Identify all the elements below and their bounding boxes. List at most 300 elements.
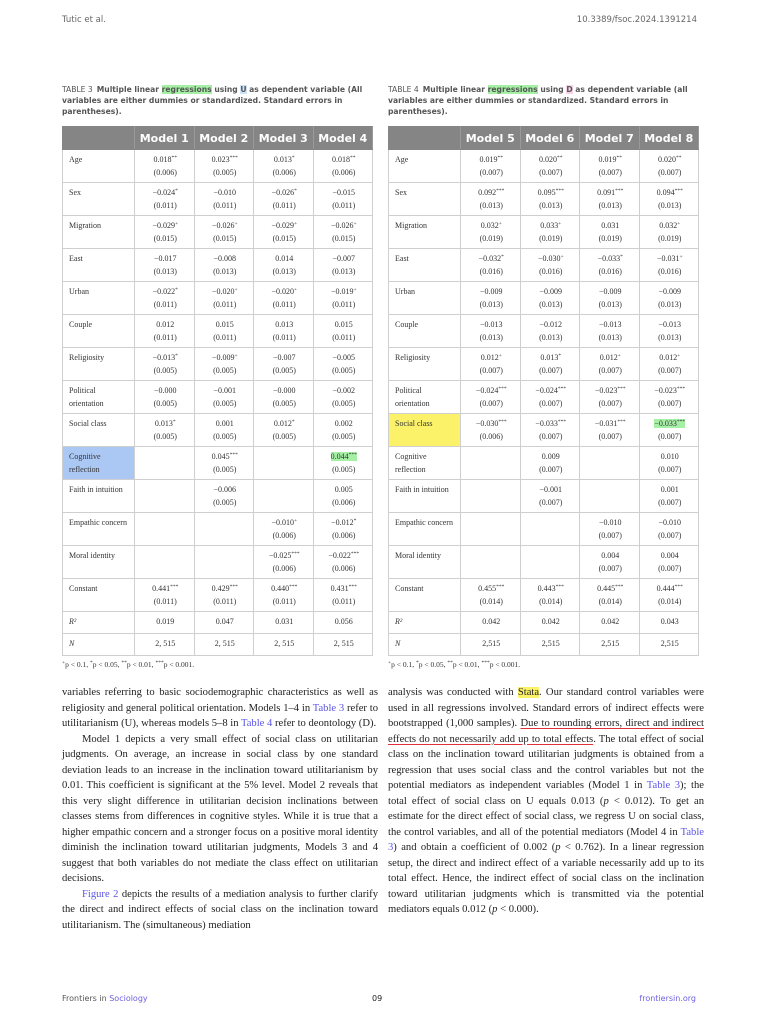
footnote-marker: ***	[481, 660, 490, 666]
standard-error: (0.005)	[213, 365, 237, 375]
standard-error: (0.011)	[272, 200, 296, 210]
variable-name: Political orientation	[395, 386, 430, 408]
coefficient	[527, 220, 576, 233]
text: depicts the results of a mediation analysis to further clarify the direct and indirect effects of social class on the inclination toward utilitarianism. The (simultaneous) mediation	[62, 888, 378, 931]
coefficient-value: −0.029+	[271, 221, 298, 230]
coefficient	[586, 286, 635, 299]
coefficient-value: 0.018**	[153, 155, 177, 164]
standard-error: (0.013)	[598, 200, 622, 210]
variable-label	[63, 216, 135, 249]
variable-name: Empathic concern	[69, 518, 127, 527]
variable-label	[389, 183, 461, 216]
variable-label	[389, 612, 461, 634]
standard-error: (0.007)	[598, 365, 622, 375]
coefficient-value: −0.009+	[211, 353, 238, 362]
coefficient-cell	[639, 348, 699, 381]
standard-error: (0.007)	[658, 398, 682, 408]
coefficient-value: 0.020**	[658, 155, 682, 164]
highlight-regressions: regressions	[161, 85, 212, 94]
standard-error: (0.005)	[332, 431, 356, 441]
standard-error: (0.015)	[272, 233, 296, 243]
coefficient-value: 0.092***	[478, 188, 505, 197]
coefficient-value: −0.015	[332, 188, 355, 197]
coefficient	[467, 418, 516, 431]
coefficient	[320, 352, 369, 365]
running-head-authors: Tutic et al.	[62, 15, 106, 25]
coefficient	[260, 385, 309, 398]
coefficient	[527, 418, 576, 431]
coefficient	[201, 286, 250, 299]
table-row	[63, 282, 373, 315]
variable-label	[389, 447, 461, 480]
coefficient-cell	[580, 282, 640, 315]
coefficient	[201, 385, 250, 398]
coefficient	[646, 319, 695, 332]
table-row	[63, 513, 373, 546]
caption-text: Multiple linear	[96, 85, 162, 94]
variable-label	[389, 579, 461, 612]
coefficient-cell	[135, 612, 195, 634]
text: . The total effect of social class on the inclination toward utilitarian judgments is obtained from a regression that uses social class and the control variables but not the potential mediators as independent variables (Model 1 in	[388, 733, 704, 791]
coefficient	[527, 385, 576, 398]
coefficient-cell	[254, 480, 314, 513]
coefficient	[141, 253, 190, 266]
coefficient-value: 0.004	[601, 551, 620, 560]
footnote-marker: ***	[155, 660, 164, 666]
variable-label	[389, 249, 461, 282]
standard-error: (0.006)	[272, 563, 296, 573]
standard-error: (0.013)	[479, 200, 503, 210]
coefficient	[141, 418, 190, 431]
coefficient-cell	[520, 183, 580, 216]
coefficient	[467, 286, 516, 299]
coefficient-value: −0.025***	[268, 551, 300, 560]
variable-label	[63, 249, 135, 282]
coefficient-cell	[580, 216, 640, 249]
highlight-regressions: regressions	[487, 85, 538, 94]
coefficient	[527, 154, 576, 167]
coefficient-cell	[313, 447, 373, 480]
footnote-marker: *	[415, 660, 419, 666]
text: < 0.762). In a linear regression setup, the direct and indirect effect of a variable necessarily add up to its total effect. Hence, the indirect effect of social class on the inclination toward utilitarian judgments which is transmitted via the potential mediators equals 0.012 (	[388, 842, 704, 915]
coefficient-cell	[313, 414, 373, 447]
standard-error: (0.014)	[598, 596, 622, 606]
coefficient-value: 0.012	[156, 320, 175, 329]
coefficient-cell	[580, 414, 640, 447]
coefficient-cell	[461, 249, 521, 282]
caption-text: using	[211, 85, 241, 94]
significance-stars: +	[234, 353, 238, 359]
coefficient-cell	[461, 579, 521, 612]
coefficient-value: −0.008	[213, 254, 236, 263]
variable-label	[389, 315, 461, 348]
coefficient-value: 0.023***	[211, 155, 238, 164]
coefficient	[260, 352, 309, 365]
variable-label	[63, 150, 135, 183]
column-header: Model 8	[639, 127, 699, 150]
column-header: Model 5	[461, 127, 521, 150]
significance-stars: +	[234, 287, 238, 293]
footnote-text: p < 0.1,	[65, 660, 90, 669]
coefficient-value: 0.032+	[480, 221, 502, 230]
variable-name: Sex	[69, 188, 81, 197]
coefficient-cell	[254, 579, 314, 612]
variable-name: Cognitive reflection	[395, 452, 427, 474]
significance-stars: +	[293, 518, 298, 524]
coefficient	[467, 220, 516, 233]
variable-label	[389, 634, 461, 656]
coefficient-value: 0.020**	[539, 155, 563, 164]
table-row	[389, 513, 699, 546]
significance-stars: ***	[496, 584, 505, 590]
caption-text: as dependent variable (All variables are either dummies or standardized. Standard errors in parentheses).	[62, 85, 363, 116]
coefficient-value: 0.094***	[656, 188, 683, 197]
standard-error: (0.007)	[658, 530, 682, 540]
footnote-text: p < 0.05,	[92, 660, 122, 669]
coefficient-cell	[580, 150, 640, 183]
variable-label	[63, 414, 135, 447]
significance-stars: **	[557, 155, 563, 161]
coefficient-cell	[194, 579, 254, 612]
coefficient-value: 0.032+	[659, 221, 681, 230]
coefficient-cell	[639, 634, 699, 656]
coefficient	[141, 286, 190, 299]
coefficient	[467, 154, 516, 167]
link-table-3[interactable]: Table 3	[646, 780, 681, 791]
text: ) and obtain a coefficient of 0.002 (	[393, 842, 556, 853]
coefficient-value: −0.000	[153, 386, 177, 395]
coefficient-cell	[639, 480, 699, 513]
standard-error: (0.015)	[153, 233, 177, 243]
coefficient-value: 0.033+	[540, 221, 562, 230]
standard-error: (0.013)	[332, 266, 356, 276]
coefficient-value: −0.033***	[535, 419, 567, 428]
coefficient-value: 0.015	[334, 320, 353, 329]
coefficient-value: −0.019+	[330, 287, 357, 296]
coefficient-cell	[520, 315, 580, 348]
variable-label	[63, 348, 135, 381]
footer-site-link[interactable]: frontiersin.org	[639, 994, 696, 1003]
standard-error: (0.011)	[153, 596, 177, 606]
coefficient-cell	[461, 348, 521, 381]
coefficient-cell	[520, 249, 580, 282]
coefficient-cell	[580, 315, 640, 348]
highlight-d: D	[566, 85, 573, 94]
coefficient-cell	[520, 447, 580, 480]
coefficient	[320, 418, 369, 431]
table-row	[63, 315, 373, 348]
standard-error: (0.011)	[153, 299, 177, 309]
variable-label	[63, 315, 135, 348]
coefficient	[586, 550, 635, 563]
coefficient	[467, 253, 516, 266]
coefficient-value: −0.007	[332, 254, 355, 263]
significance-stars: +	[353, 287, 357, 293]
text: ); the total effect of social class on U equals 0.013 (	[388, 780, 704, 807]
coefficient	[646, 253, 695, 266]
coefficient	[201, 253, 250, 266]
coefficient-value: 0.019**	[479, 155, 503, 164]
coefficient	[527, 352, 576, 365]
column-header: Model 1	[135, 127, 195, 150]
coefficient-cell	[461, 381, 521, 414]
column-header: Model 2	[194, 127, 254, 150]
coefficient	[467, 616, 516, 629]
coefficient-value: −0.026*	[271, 188, 297, 197]
footnote-marker: +	[388, 660, 392, 666]
coefficient-value: 0.018**	[332, 155, 356, 164]
footnote-marker: **	[447, 660, 453, 666]
coefficient-cell	[520, 546, 580, 579]
coefficient	[201, 319, 250, 332]
coefficient-value: −0.024***	[475, 386, 507, 395]
significance-stars: +	[677, 353, 681, 359]
coefficient	[586, 385, 635, 398]
significance-stars: ***	[676, 386, 686, 392]
standard-error: (0.007)	[598, 563, 622, 573]
text: refer to utilitarianism (U), whereas models 5–8 in	[62, 702, 378, 729]
coefficient	[201, 484, 250, 497]
variable-label	[63, 634, 135, 656]
coefficient-value: 0.043	[660, 617, 679, 627]
coefficient-cell	[135, 315, 195, 348]
footer-journal	[62, 994, 148, 1003]
coefficient-value: 0.444***	[656, 584, 683, 593]
coefficient-value: 0.042	[601, 617, 620, 627]
standard-error: (0.013)	[479, 332, 503, 342]
paragraph	[62, 887, 378, 934]
significance-stars: ***	[615, 584, 624, 590]
coefficient-cell	[520, 513, 580, 546]
standard-error: (0.011)	[153, 200, 177, 210]
coefficient	[141, 583, 190, 596]
coefficient-cell	[313, 381, 373, 414]
variable-label	[63, 381, 135, 414]
coefficient-cell	[580, 348, 640, 381]
standard-error: (0.011)	[332, 596, 356, 606]
standard-error: (0.011)	[332, 332, 356, 342]
coefficient-cell	[135, 150, 195, 183]
coefficient	[320, 550, 369, 563]
coefficient	[260, 154, 309, 167]
coefficient-cell	[313, 579, 373, 612]
coefficient	[260, 550, 309, 563]
coefficient	[320, 616, 369, 629]
variable-label	[389, 414, 461, 447]
coefficient	[527, 253, 576, 266]
underlined-rounding-note: Due to rounding errors, direct and indirect effects do not necessarily add up to total effects	[388, 718, 705, 745]
table-row	[63, 414, 373, 447]
standard-error: (0.006)	[332, 497, 356, 507]
variable-name: Constant	[69, 584, 98, 593]
coefficient-cell	[313, 216, 373, 249]
significance-stars: +	[558, 221, 562, 227]
coefficient	[646, 451, 695, 464]
footnote-text: p < 0.001.	[489, 660, 521, 669]
coefficient-value: −0.001	[213, 386, 236, 395]
coefficient-value: 2,515	[660, 639, 679, 649]
coefficient	[201, 154, 250, 167]
coefficient	[320, 517, 369, 530]
standard-error: (0.007)	[479, 398, 503, 408]
coefficient-value: 0.443***	[537, 584, 564, 593]
coefficient-cell	[135, 249, 195, 282]
standard-error: (0.007)	[598, 167, 622, 177]
standard-error: (0.007)	[658, 563, 682, 573]
coefficient-value: −0.010	[658, 518, 681, 527]
standard-error: (0.011)	[332, 200, 356, 210]
significance-stars: *	[353, 518, 357, 524]
coefficient-cell	[254, 414, 314, 447]
significance-stars: ***	[496, 188, 505, 194]
variable-name: Age	[69, 155, 83, 164]
standard-error: (0.007)	[658, 497, 682, 507]
coefficient-cell	[254, 348, 314, 381]
table-4	[388, 84, 699, 669]
table-row	[389, 249, 699, 282]
standard-error: (0.007)	[539, 365, 563, 375]
significance-stars: **	[171, 155, 177, 161]
significance-stars: *	[172, 419, 176, 425]
coefficient-value: 0.445***	[597, 584, 624, 593]
coefficient	[527, 286, 576, 299]
caption-text: Multiple linear	[422, 85, 488, 94]
coefficient-value: −0.002	[332, 386, 355, 395]
coefficient-value: −0.000	[272, 386, 296, 395]
significance-stars: *	[294, 188, 297, 194]
coefficient-cell	[254, 447, 314, 480]
coefficient	[527, 451, 576, 464]
variable-name: Couple	[395, 320, 419, 329]
significance-stars: ***	[229, 584, 238, 590]
coefficient	[467, 319, 516, 332]
coefficient-cell	[194, 249, 254, 282]
coefficient-value: −0.009	[658, 287, 681, 296]
table-row	[389, 414, 699, 447]
coefficient-cell	[520, 348, 580, 381]
coefficient	[527, 187, 576, 200]
coefficient-cell	[194, 216, 254, 249]
coefficient	[141, 220, 190, 233]
standard-error: (0.011)	[213, 299, 237, 309]
significance-stars: ***	[229, 155, 238, 161]
coefficient	[260, 583, 309, 596]
standard-error: (0.019)	[598, 233, 622, 243]
coefficient-value: 0.012+	[599, 353, 621, 362]
coefficient-cell	[461, 282, 521, 315]
table-row	[389, 546, 699, 579]
link-table-3[interactable]: Table 3	[312, 702, 345, 714]
coefficient-value: 0.004	[660, 551, 679, 560]
footnote-text: p < 0.01,	[452, 660, 482, 669]
coefficient-value: 0.014	[275, 254, 294, 263]
standard-error: (0.013)	[272, 266, 296, 276]
coefficient-cell	[254, 634, 314, 656]
standard-error: (0.013)	[153, 266, 177, 276]
coefficient	[646, 583, 695, 596]
coefficient-cell	[461, 480, 521, 513]
variable-name: Social class	[69, 419, 107, 428]
coefficient-cell	[135, 447, 195, 480]
significance-stars: *	[501, 254, 504, 260]
coefficient-cell	[135, 414, 195, 447]
caption-text: as dependent variable (all variables are either dummies or standardized. Standard errors in parentheses).	[388, 85, 688, 116]
coefficient	[260, 616, 309, 629]
significance-stars: **	[616, 155, 622, 161]
coefficient	[260, 187, 309, 200]
link-table-3[interactable]: Table 3	[388, 826, 704, 853]
coefficient-value: 0.015	[215, 320, 234, 329]
paragraph	[388, 685, 704, 918]
variable-name: East	[395, 254, 409, 263]
table-row	[389, 216, 699, 249]
coefficient-cell	[520, 612, 580, 634]
standard-error: (0.005)	[213, 431, 237, 441]
coefficient	[201, 352, 250, 365]
coefficient-cell	[461, 414, 521, 447]
coefficient	[646, 550, 695, 563]
variable-name: Age	[395, 155, 409, 164]
standard-error: (0.006)	[332, 167, 356, 177]
variable-name: Political orientation	[69, 386, 104, 408]
p-symbol: p	[603, 795, 609, 807]
standard-error: (0.019)	[539, 233, 563, 243]
coefficient-value: −0.013*	[152, 353, 178, 362]
significance-stars: +	[560, 254, 564, 260]
significance-stars: ***	[170, 584, 179, 590]
standard-error: (0.007)	[598, 431, 622, 441]
header-blank	[63, 127, 135, 150]
coefficient-value: −0.024*	[152, 188, 178, 197]
coefficient	[260, 253, 309, 266]
coefficient-cell	[520, 634, 580, 656]
coefficient-cell	[580, 381, 640, 414]
standard-error: (0.005)	[153, 431, 177, 441]
significance-stars: ***	[674, 584, 683, 590]
journal-name[interactable]: Sociology	[109, 994, 148, 1003]
variable-label	[389, 546, 461, 579]
variable-name: Social class	[395, 419, 433, 428]
coefficient-value: 0.091***	[597, 188, 624, 197]
standard-error: (0.007)	[479, 365, 503, 375]
significance-stars: ***	[498, 386, 507, 392]
table-row	[63, 183, 373, 216]
coefficient	[467, 352, 516, 365]
coefficient-cell	[313, 282, 373, 315]
coefficient	[586, 517, 635, 530]
coefficient-cell	[194, 381, 254, 414]
coefficient-value: 2, 515	[155, 639, 176, 649]
coefficient-cell	[580, 480, 640, 513]
coefficient	[320, 385, 369, 398]
standard-error: (0.016)	[479, 266, 503, 276]
significance-stars: +	[353, 221, 357, 227]
coefficient-value: −0.012*	[331, 518, 357, 527]
coefficient-cell	[639, 447, 699, 480]
coefficient	[260, 418, 309, 431]
link-figure-2[interactable]: Figure 2	[82, 888, 119, 900]
coefficient-value: 0.005	[334, 485, 353, 494]
coefficient-cell	[580, 634, 640, 656]
standard-error: (0.014)	[539, 596, 563, 606]
coefficient-cell	[194, 183, 254, 216]
coefficient-cell	[254, 612, 314, 634]
table-header-row	[63, 127, 373, 150]
link-table-4[interactable]: Table 4	[240, 718, 273, 729]
coefficient-cell	[135, 282, 195, 315]
standard-error: (0.006)	[153, 167, 177, 177]
coefficient-value: −0.026+	[330, 221, 357, 230]
